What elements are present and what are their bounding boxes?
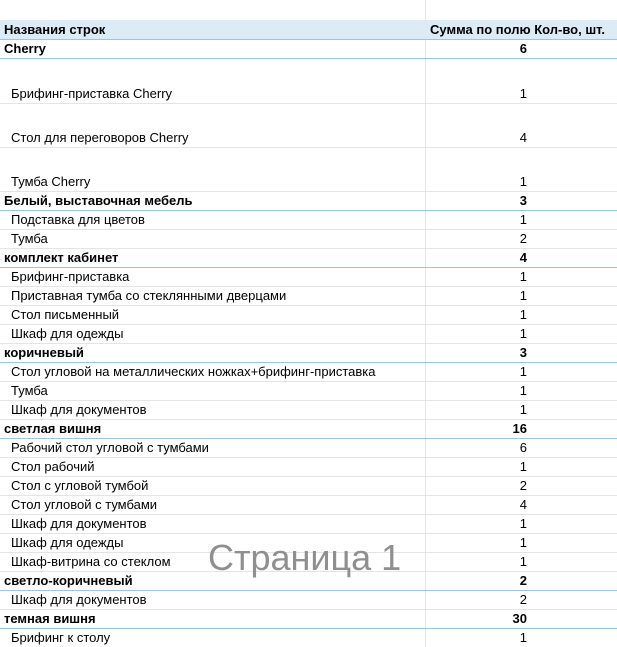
item-label[interactable]: Стол рабочий: [11, 459, 95, 474]
item-row[interactable]: [0, 439, 617, 458]
item-value[interactable]: 2: [519, 231, 527, 246]
item-label[interactable]: Шкаф для документов: [11, 592, 147, 607]
group-value[interactable]: 16: [512, 421, 527, 436]
item-row[interactable]: [0, 211, 617, 230]
pivot-header-row[interactable]: [0, 20, 617, 40]
group-value[interactable]: 30: [512, 611, 527, 626]
item-label[interactable]: Брифинг-приставка Cherry: [11, 86, 173, 101]
item-row[interactable]: [0, 629, 617, 647]
item-label[interactable]: Шкаф-витрина со стеклом: [11, 554, 171, 569]
item-label[interactable]: Рабочий стол угловой с тумбами: [11, 440, 209, 455]
item-label[interactable]: Тумба: [11, 231, 48, 246]
item-value[interactable]: 1: [519, 307, 527, 322]
item-value[interactable]: 1: [519, 459, 527, 474]
header-row-labels[interactable]: Названия строк: [4, 22, 106, 37]
item-row[interactable]: [0, 401, 617, 420]
item-row[interactable]: [0, 496, 617, 515]
item-row[interactable]: [0, 458, 617, 477]
item-row[interactable]: [0, 268, 617, 287]
item-value[interactable]: 4: [519, 130, 527, 145]
group-row[interactable]: [0, 344, 617, 363]
group-value[interactable]: 4: [519, 250, 527, 265]
item-label[interactable]: Подставка для цветов: [11, 212, 145, 227]
group-row[interactable]: [0, 192, 617, 211]
group-row[interactable]: [0, 40, 617, 59]
item-value[interactable]: 1: [519, 554, 527, 569]
item-row[interactable]: [0, 148, 617, 192]
item-value[interactable]: 1: [519, 364, 527, 379]
item-label[interactable]: Шкаф для документов: [11, 516, 147, 531]
group-label[interactable]: коричневый: [4, 345, 84, 360]
item-label[interactable]: Шкаф для документов: [11, 402, 147, 417]
item-row[interactable]: [0, 382, 617, 401]
item-label[interactable]: Брифинг к столу: [11, 630, 111, 645]
item-row[interactable]: [0, 363, 617, 382]
item-value[interactable]: 1: [519, 269, 527, 284]
group-label[interactable]: Cherry: [4, 41, 46, 56]
item-row[interactable]: [0, 515, 617, 534]
group-value[interactable]: 6: [519, 41, 527, 56]
group-value[interactable]: 2: [519, 573, 527, 588]
group-label[interactable]: комплект кабинет: [4, 250, 119, 265]
group-label[interactable]: Белый, выставочная мебель: [4, 193, 193, 208]
group-label[interactable]: светлая вишня: [4, 421, 102, 436]
item-value[interactable]: 6: [519, 440, 527, 455]
group-value[interactable]: 3: [519, 345, 527, 360]
item-row[interactable]: [0, 477, 617, 496]
item-row[interactable]: [0, 287, 617, 306]
item-row[interactable]: [0, 306, 617, 325]
item-value[interactable]: 1: [519, 86, 527, 101]
item-value[interactable]: 1: [519, 402, 527, 417]
item-row[interactable]: [0, 230, 617, 249]
item-value[interactable]: 1: [519, 174, 527, 189]
item-label[interactable]: Стол письменный: [11, 307, 120, 322]
item-row[interactable]: [0, 591, 617, 610]
item-value[interactable]: 1: [519, 288, 527, 303]
item-value[interactable]: 2: [519, 478, 527, 493]
item-label[interactable]: Брифинг-приставка: [11, 269, 130, 284]
item-value[interactable]: 1: [519, 516, 527, 531]
item-label[interactable]: Стол для переговоров Cherry: [11, 130, 189, 145]
item-row[interactable]: [0, 59, 617, 104]
group-row[interactable]: [0, 610, 617, 629]
item-value[interactable]: 4: [519, 497, 527, 512]
item-row[interactable]: [0, 325, 617, 344]
group-value[interactable]: 3: [519, 193, 527, 208]
page-watermark: Страница 1: [208, 537, 402, 578]
group-label[interactable]: светло-коричневый: [4, 573, 133, 588]
item-value[interactable]: 1: [519, 535, 527, 550]
header-sum-field[interactable]: Сумма по полю Кол-во, шт.: [430, 22, 605, 37]
group-label[interactable]: темная вишня: [4, 611, 96, 626]
item-label[interactable]: Стол угловой с тумбами: [11, 497, 158, 512]
group-row[interactable]: [0, 249, 617, 268]
item-label[interactable]: Стол угловой на металлических ножках+брифинг-приставка: [11, 364, 376, 379]
item-label[interactable]: Тумба: [11, 383, 48, 398]
item-label[interactable]: Тумба Cherry: [11, 174, 91, 189]
item-label[interactable]: Шкаф для одежды: [11, 535, 124, 550]
item-label[interactable]: Шкаф для одежды: [11, 326, 124, 341]
group-row[interactable]: [0, 420, 617, 439]
item-value[interactable]: 1: [519, 212, 527, 227]
item-row[interactable]: [0, 104, 617, 148]
item-value[interactable]: 1: [519, 326, 527, 341]
item-value[interactable]: 1: [519, 383, 527, 398]
item-value[interactable]: 2: [519, 592, 527, 607]
item-value[interactable]: 1: [519, 630, 527, 645]
item-label[interactable]: Стол с угловой тумбой: [11, 478, 149, 493]
item-label[interactable]: Приставная тумба со стеклянными дверцами: [11, 288, 287, 303]
